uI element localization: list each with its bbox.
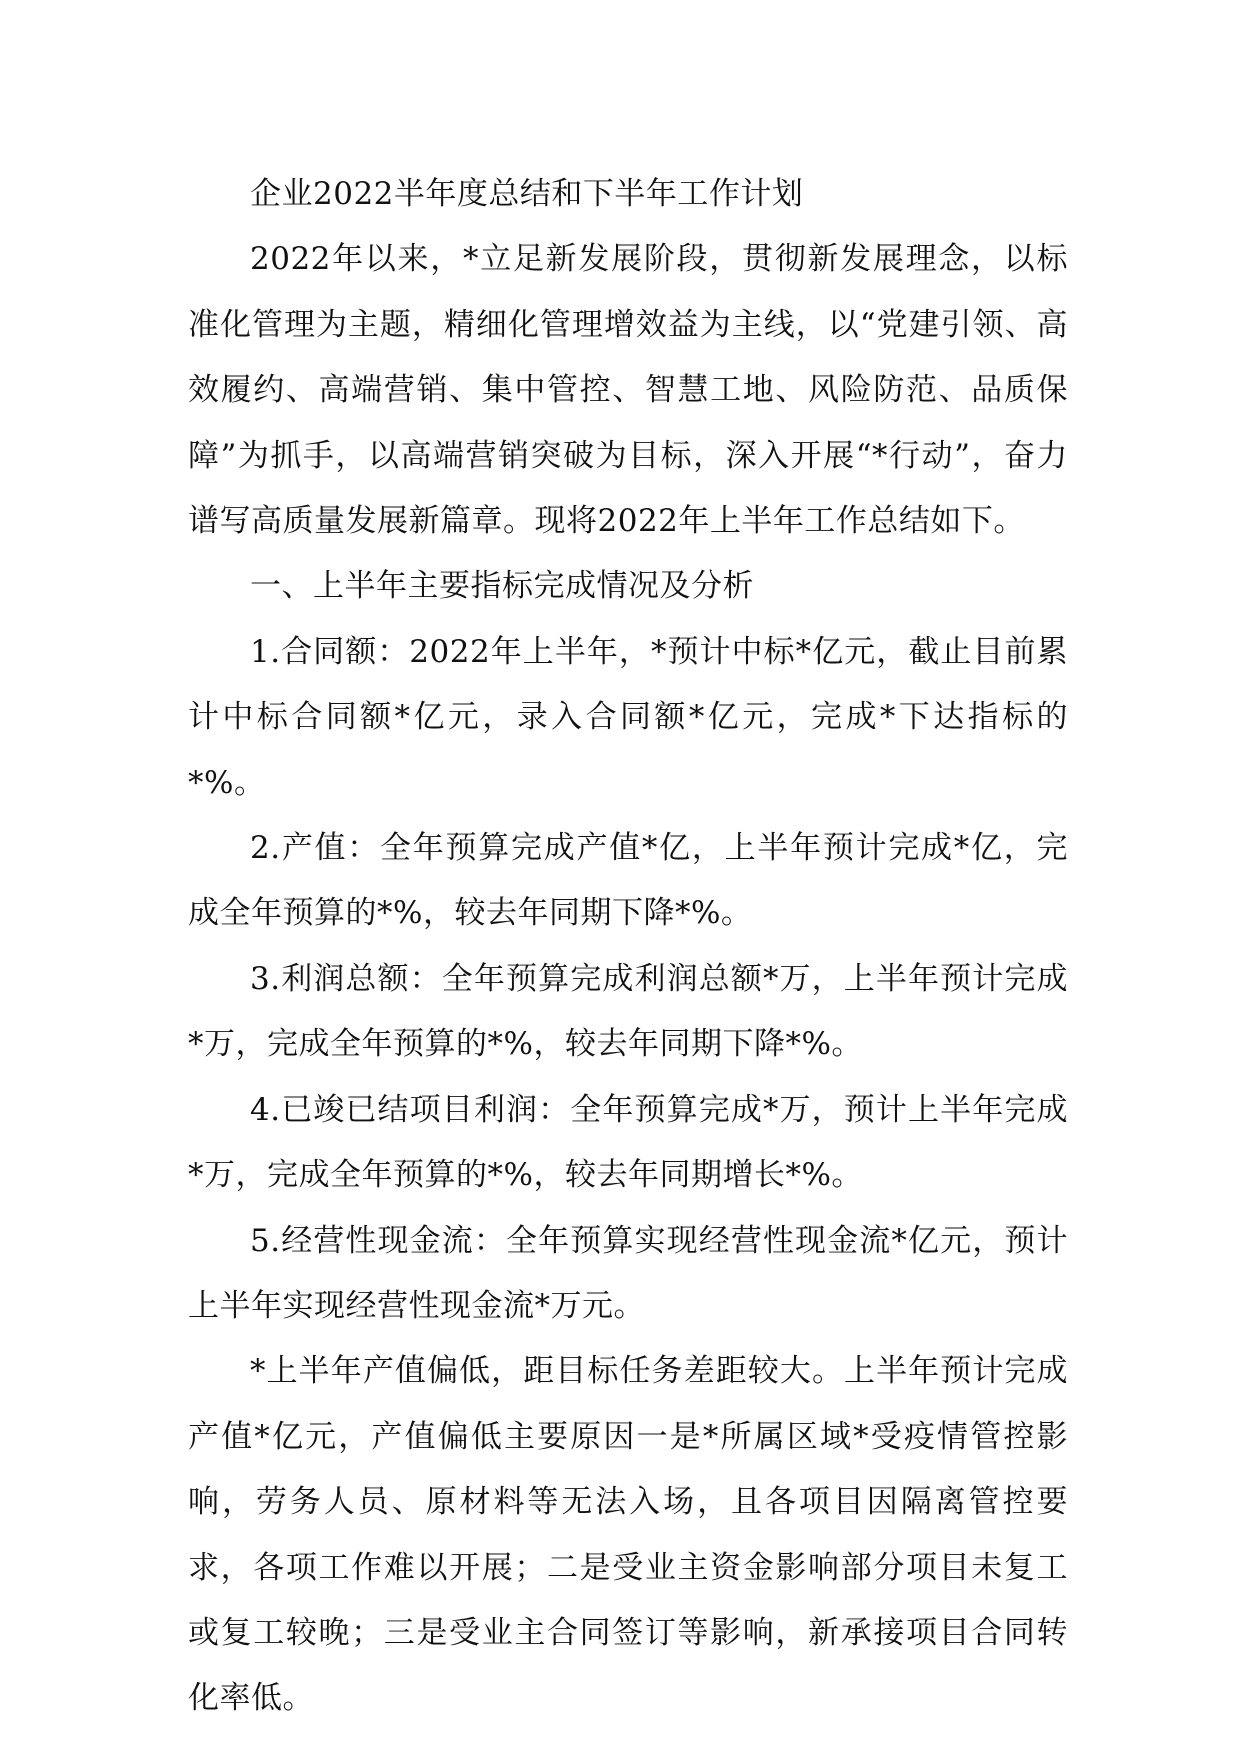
indicator-cashflow-paragraph: 5.经营性现金流：全年预算实现经营性现金流*亿元，预计上半年实现经营性现金流*万元。	[188, 1222, 1068, 1324]
section-heading: 一、上半年主要指标完成情况及分析	[250, 568, 754, 605]
document-body	[188, 162, 1068, 1732]
document-title: 企业2022半年度总结和下半年工作计划	[250, 176, 804, 212]
indicator-contract-paragraph: 1.合同额：2022年上半年，*预计中标*亿元，截止目前累计中标合同额*亿元，录入合同额*亿元，完成*下达指标的*%。	[188, 633, 1068, 801]
indicator-profit-paragraph: 3.利润总额：全年预算完成利润总额*万，上半年预计完成*万，完成全年预算的*%，较去年同期下降*%。	[188, 960, 1068, 1063]
intro-paragraph: 2022年以来，*立足新发展阶段，贯彻新发展理念，以标准化管理为主题，精细化管理增效益为主线，以“党建引领、高效履约、高端营销、集中管控、智慧工地、风险防范、品质保障”为抓手，以高端营销突破为目标，深入开展“*行动”，奋力谱写高质量发展新篇章。现将2022年上半年工作总结如下。	[188, 241, 1068, 540]
indicator-completed-project-paragraph: 4.已竣已结项目利润：全年预算完成*万，预计上半年完成*万，完成全年预算的*%，较去年同期增长*%。	[188, 1091, 1068, 1194]
analysis-paragraph: *上半年产值偏低，距目标任务差距较大。上半年预计完成产值*亿元，产值偏低主要原因一是*所属区域*受疫情管控影响，劳务人员、原材料等无法入场，且各项目因隔离管控要求，各项工作难以开展；二是受业主资金影响部分项目未复工或复工较晚；三是受业主合同签订等影响，新承接项目合同转化率低。	[188, 1353, 1068, 1717]
indicator-output-paragraph: 2.产值：全年预算完成产值*亿，上半年预计完成*亿，完成全年预算的*%，较去年同期下降*%。	[188, 830, 1068, 932]
